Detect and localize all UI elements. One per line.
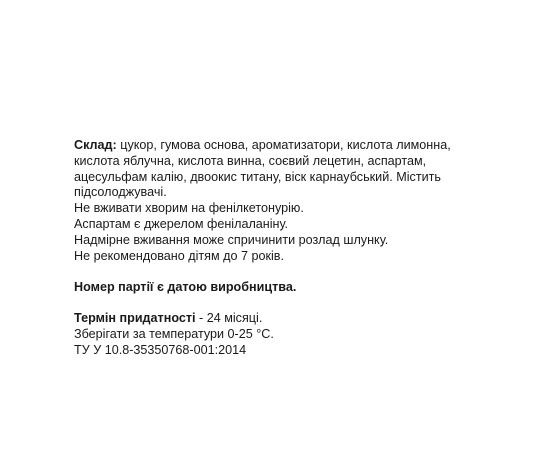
warning-line: Надмірне вживання може спричинити розлад шлунку. — [74, 232, 389, 247]
standard-line: ТУ У 10.8-35350768-001:2014 — [74, 342, 247, 357]
shelf-life-heading: Термін придатності — [74, 311, 196, 326]
composition-paragraph — [74, 138, 494, 201]
shelf-life-line — [74, 311, 494, 327]
spacer — [74, 264, 494, 280]
composition-heading: Склад: — [74, 138, 117, 152]
warning-line: Не рекомендовано дітям до 7 років. — [74, 248, 284, 263]
batch-note: Номер партії є датою виробництва. — [74, 279, 297, 294]
warning-line: Не вживати хворим на фенілкетонурію. — [74, 201, 304, 216]
storage-line: Зберігати за температури 0-25 °С. — [74, 326, 274, 341]
product-label-text — [74, 138, 494, 359]
shelf-life-value: - 24 місяці. — [195, 311, 263, 326]
composition-text: цукор, гумова основа, ароматизатори, кислота лимонна, кислота яблучна, кислота винна, соєвий лецетин, аспартам, ацесульфам калію, двоокис титану, віск карнаубський. Містить підсолоджувачі. — [74, 138, 451, 200]
warning-line: Аспартам є джерелом фенілаланіну. — [74, 216, 289, 231]
spacer — [74, 296, 494, 312]
